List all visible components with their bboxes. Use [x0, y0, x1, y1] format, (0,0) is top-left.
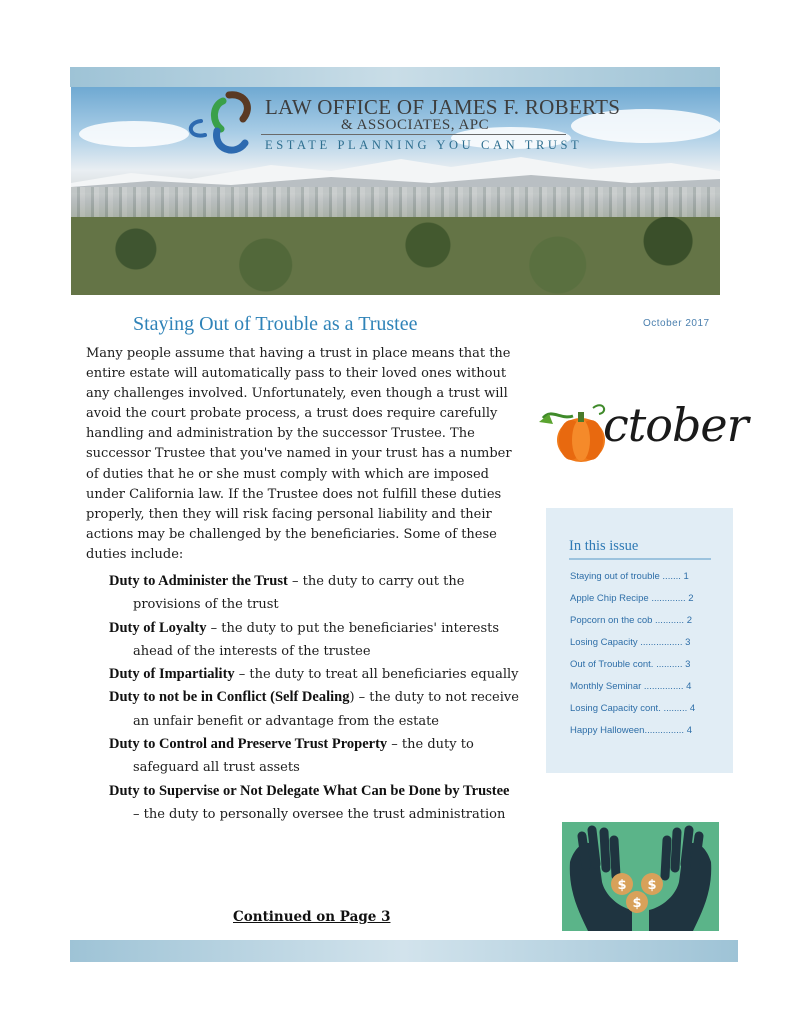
issue-item[interactable]: Losing Capacity ................ 3 [570, 637, 691, 648]
bottom-decorative-bar [70, 940, 738, 962]
duty-term: Duty of Impartiality [109, 666, 235, 683]
issue-item[interactable]: Happy Halloween............... 4 [570, 725, 692, 736]
dollar-coin-icon [641, 873, 663, 895]
duty-desc: – the duty to personally oversee the trust administration [133, 806, 506, 822]
in-this-issue-box [546, 508, 733, 773]
duty-term: Duty to Supervise or Not Delegate What Can be Done by Trustee [109, 782, 510, 799]
october-script-text: ctober [603, 398, 748, 452]
firm-divider [261, 134, 566, 135]
duty-item [109, 617, 519, 664]
issue-item[interactable]: Monthly Seminar ............... 4 [570, 681, 692, 692]
duty-item [109, 570, 519, 617]
masthead-banner [71, 87, 720, 295]
in-this-issue-divider [569, 558, 711, 560]
firm-name: LAW OFFICE OF JAMES F. ROBERTS [265, 95, 621, 119]
duty-term: Duty to Administer the Trust [109, 573, 288, 589]
in-this-issue-list [570, 570, 712, 746]
duty-desc: ) – the duty to not receive an unfair benefit or advantage from the estate [133, 690, 519, 729]
firm-tagline: ESTATE PLANNING YOU CAN TRUST [265, 138, 583, 152]
tree-line [71, 217, 720, 295]
cloud [79, 121, 189, 147]
firm-logo-icon [183, 91, 263, 161]
article-intro: Many people assume that having a trust in place means that the entire estate will automatically pass to their loved ones without any challenges involved. Unfortunately, even though a trust will avoid the court probate process, a trust does require carefully handling and administration by the successor Trustee. The successor Trustee that you've named in your trust has a number of duties that he or she must comply with which are imposed under California law. If the Trustee does not fulfill these duties properly, then they will risk facing personal liability and their actions may be challenged by the beneficiaries. Some of these duties include: [86, 346, 512, 562]
in-this-issue-title: In this issue [569, 538, 639, 554]
svg-text:$: $ [632, 896, 642, 911]
issue-item[interactable]: Apple Chip Recipe ............. 2 [570, 593, 694, 604]
dollar-coin-icon [626, 891, 648, 913]
duty-item [109, 686, 519, 733]
duty-desc: – the duty to put the beneficiaries' interests ahead of the interests of the trustee [133, 620, 500, 659]
article-headline: Staying Out of Trouble as a Trustee [133, 313, 418, 335]
issue-item[interactable]: Losing Capacity cont. ......... 4 [570, 703, 696, 714]
firm-associates: & ASSOCIATES, APC [341, 117, 490, 133]
dollar-coin-icon [611, 873, 633, 895]
issue-item[interactable]: Staying out of trouble ....... 1 [570, 571, 689, 582]
hands-with-coins-image [562, 822, 719, 931]
issue-item[interactable]: Out of Trouble cont. .......... 3 [570, 659, 691, 670]
duty-term: Duty of Loyalty [109, 619, 207, 636]
svg-text:$: $ [617, 878, 627, 893]
issue-item[interactable]: Popcorn on the cob ........... 2 [570, 615, 692, 626]
duties-list [109, 570, 519, 826]
duty-term: Duty to not be in Conflict (Self Dealing [109, 689, 350, 706]
pumpkin-icon [539, 405, 605, 462]
hands-coins-icon [562, 822, 719, 931]
duty-item [109, 733, 519, 780]
issue-date: October 2017 [643, 318, 710, 329]
top-decorative-bar [70, 67, 720, 87]
duty-desc: – the duty to carry out the provisions of the trust [133, 574, 465, 613]
duty-desc: – the duty to safeguard all trust assets [133, 737, 474, 776]
duty-desc: – the duty to treat all beneficiaries equally [234, 667, 519, 683]
duty-term: Duty to Control and Preserve Trust Property [109, 736, 388, 753]
continued-link[interactable]: Continued on Page 3 [233, 909, 391, 925]
svg-text:$: $ [647, 878, 657, 893]
duty-item [109, 780, 519, 827]
duty-item [109, 663, 519, 686]
